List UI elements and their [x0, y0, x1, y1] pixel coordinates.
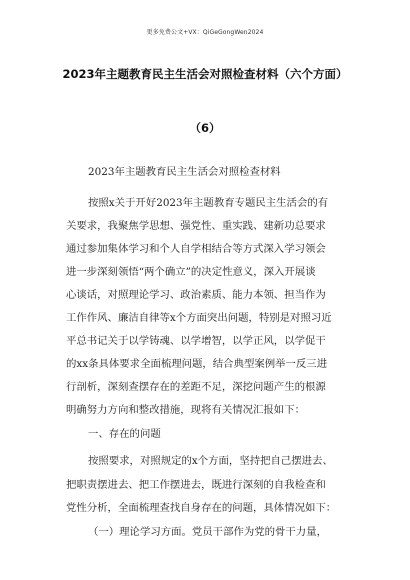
document-number: （6）: [189, 121, 221, 135]
body-line: 的xx条具体要求全面梳理问题，结合典型案例举一反三进: [66, 358, 328, 370]
body-line: 通过参加集体学习和个人自学相结合等方式深入学习领会: [66, 243, 326, 255]
body-line: 党性分析，全面梳理查找自身存在的问题，具体情况如下：: [66, 502, 337, 514]
body-line: 心谈话，对照理论学习、政治素质、能力本领、担当作为: [66, 289, 326, 301]
section-heading: 一、存在的问题: [88, 428, 161, 440]
document-title: 2023年主题教育民主生活会对照检查材料（六个方面）: [62, 67, 348, 81]
body-line: 进一步深刻领悟“两个确立”的决定性意义，深入开展谈: [66, 266, 316, 278]
body-line: 工作作风、廉洁自律等x个方面突出问题，特别是对照习近: [66, 312, 332, 324]
body-line: 明确努力方向和整改措施，现将有关情况汇报如下：: [66, 404, 305, 416]
header-note: 更多免费公文+VX：QiGeGongWen2024: [146, 29, 264, 36]
body-line: 把职责摆进去、把工作摆进去，既进行深刻的自我检查和: [66, 479, 326, 491]
subsection-line: （一）理论学习方面。党员干部作为党的骨干力量，: [88, 526, 327, 538]
body-line: 平总书记关于以学铸魂、以学增智，以学正风，以学促干: [66, 335, 326, 347]
body-line: 按照要求，对照规定的x个方面，坚持把自己摆进去、: [88, 455, 333, 467]
body-line: 2023年主题教育民主生活会对照检查材料: [88, 166, 281, 178]
body-line: 关要求，我聚焦学思想、强党性、重实践、建新功总要求: [66, 220, 326, 232]
body-line: 按照x关于开好2023年主题教育专题民主生活会的有: [88, 197, 329, 209]
body-line: 行剖析，深刻查摆存在的差距不足，深挖问题产生的根源: [66, 381, 326, 393]
